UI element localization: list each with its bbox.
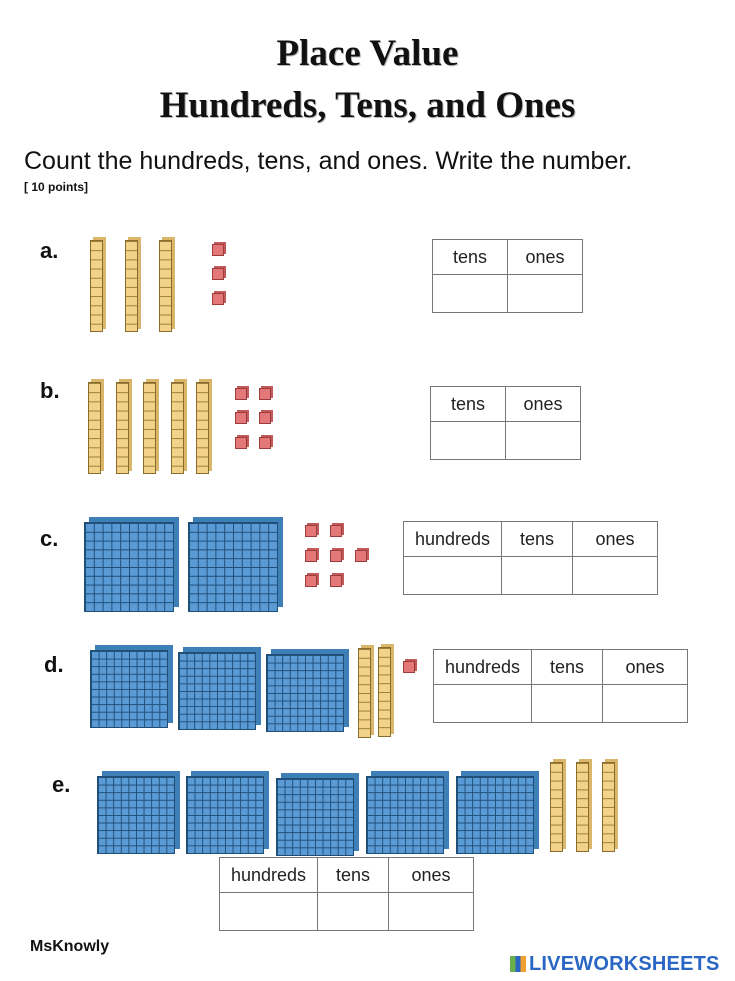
one-cube	[330, 550, 342, 562]
ten-rod	[171, 382, 184, 474]
ten-rod	[90, 240, 103, 332]
answer-table-c	[403, 521, 658, 595]
answer-c-tens[interactable]	[502, 557, 572, 594]
col-header-ones: ones	[389, 858, 474, 893]
title-line-2: Hundreds, Tens, and Ones	[159, 85, 576, 126]
one-cube	[259, 388, 271, 400]
hundred-flat	[366, 776, 444, 854]
ten-rod	[358, 648, 371, 738]
problem-a-label: a.	[40, 238, 59, 263]
ten-rod	[88, 382, 101, 474]
answer-c-ones[interactable]	[573, 557, 657, 594]
problem-d-label: d.	[44, 652, 64, 677]
answer-e-ones[interactable]	[389, 893, 473, 930]
hundred-flat	[276, 778, 354, 856]
one-cube	[235, 388, 247, 400]
ten-rod	[602, 762, 615, 852]
one-cube	[305, 525, 317, 537]
hundred-flat	[90, 650, 168, 728]
answer-e-hundreds[interactable]	[220, 893, 317, 930]
col-header-ones: ones	[508, 240, 583, 275]
instruction-text: Count the hundreds, tens, and ones. Write the number.	[24, 147, 633, 175]
one-cube	[330, 575, 342, 587]
ten-rod	[125, 240, 138, 332]
answer-table-b	[430, 386, 581, 460]
ten-rod	[550, 762, 563, 852]
problem-e-label: e.	[52, 772, 71, 797]
one-cube	[212, 268, 224, 280]
col-header-tens: tens	[431, 387, 506, 422]
col-header-hundreds: hundreds	[220, 858, 318, 893]
answer-table-d	[433, 649, 688, 723]
col-header-tens: tens	[532, 650, 603, 685]
one-cube	[259, 437, 271, 449]
one-cube	[355, 550, 367, 562]
col-header-hundreds: hundreds	[404, 522, 502, 557]
brand-text: LIVEWORKSHEETS	[529, 953, 720, 975]
ten-rod	[159, 240, 172, 332]
hundred-flat	[84, 522, 174, 612]
col-header-ones: ones	[573, 522, 658, 557]
answer-a-tens[interactable]	[433, 275, 507, 312]
problem-c-label: c.	[40, 526, 59, 551]
one-cube	[403, 661, 415, 673]
hundred-flat	[188, 522, 278, 612]
col-header-hundreds: hundreds	[434, 650, 532, 685]
problem-b-label: b.	[40, 378, 60, 403]
one-cube	[305, 575, 317, 587]
answer-b-ones[interactable]	[506, 422, 580, 459]
hundred-flat	[178, 652, 256, 730]
liveworksheets-logo[interactable]	[510, 953, 720, 976]
title-line-1: Place Value	[276, 33, 459, 74]
answer-d-tens[interactable]	[532, 685, 602, 722]
answer-table-a	[432, 239, 583, 313]
one-cube	[330, 525, 342, 537]
author-credit: MsKnowly	[30, 938, 110, 955]
ten-rod	[143, 382, 156, 474]
hundred-flat	[186, 776, 264, 854]
hundred-flat	[266, 654, 344, 732]
answer-e-tens[interactable]	[318, 893, 388, 930]
col-header-ones: ones	[603, 650, 688, 685]
ten-rod	[116, 382, 129, 474]
answer-d-hundreds[interactable]	[434, 685, 531, 722]
one-cube	[259, 412, 271, 424]
one-cube	[212, 244, 224, 256]
hundred-flat	[97, 776, 175, 854]
one-cube	[212, 293, 224, 305]
one-cube	[235, 412, 247, 424]
col-header-ones: ones	[506, 387, 581, 422]
liveworksheets-icon	[510, 956, 526, 972]
col-header-tens: tens	[318, 858, 389, 893]
answer-b-tens[interactable]	[431, 422, 505, 459]
ten-rod	[576, 762, 589, 852]
col-header-tens: tens	[502, 522, 573, 557]
answer-table-e	[219, 857, 474, 931]
points-label: [ 10 points]	[24, 180, 89, 194]
hundred-flat	[456, 776, 534, 854]
ten-rod	[378, 647, 391, 737]
ten-rod	[196, 382, 209, 474]
answer-d-ones[interactable]	[603, 685, 687, 722]
answer-c-hundreds[interactable]	[404, 557, 501, 594]
one-cube	[235, 437, 247, 449]
answer-a-ones[interactable]	[508, 275, 582, 312]
one-cube	[305, 550, 317, 562]
col-header-tens: tens	[433, 240, 508, 275]
